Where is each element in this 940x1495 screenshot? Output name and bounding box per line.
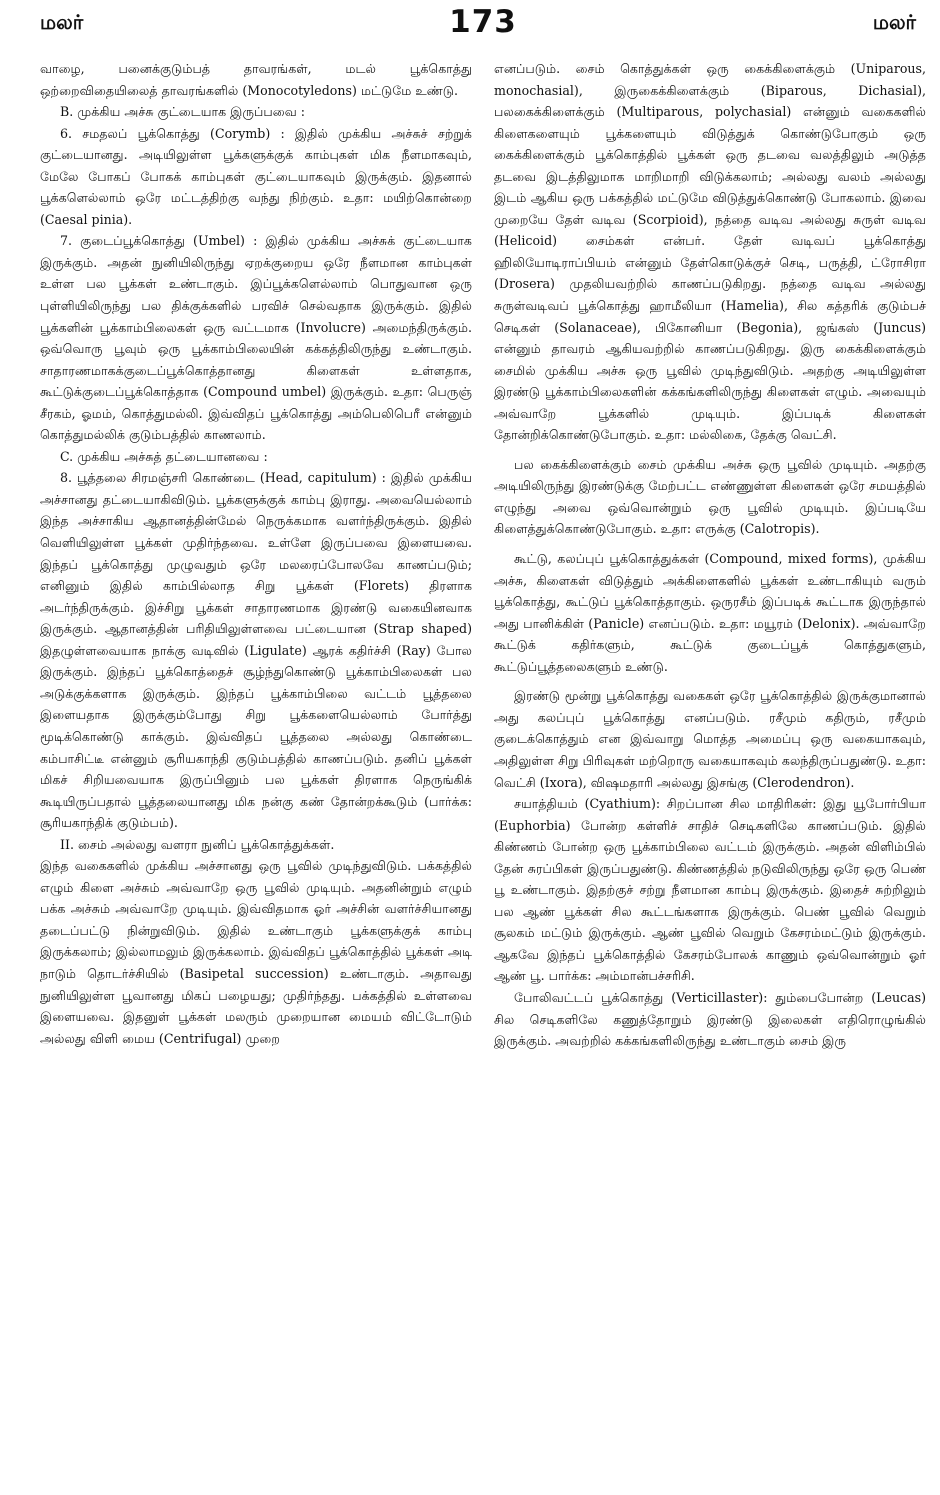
paragraph-verticillaster: போலிவட்டப் பூக்கொத்து (Verticillaster): தும்பைபோன்ற (Leucas) சில செடிகளிலே கணுத்தோறும் இரண்டு இலைகள் எதிரொழுங்கில் இருக்கும். அவற்றில் கக்கங்களிலிருந்து உண்டாகும் சைம் இரு <box>494 989 926 1049</box>
paragraph-umbel: 7. குடைப்பூக்கொத்து (Umbel) : இதில் முக்கிய அச்சுக் குட்டையாக இருக்கும். அதன் நுனியிலிருந்து ஏறக்குறைய ஒரே நீளமான காம்புகள் உள்ள பல பூக்கள் உண்டாகும். இப்பூக்களெல்லாம் பொதுவான ஒரு புள்ளியிலிருந்து பல திக்குக்களில் பரவிச் செல்வதாக இருக்கும். இதில் பூக்களின் பூக்காம்பிலைகள் ஒரு வட்டமாக (Involucre) அமைந்திருக்கும். ஒவ்வொரு பூவும் ஒரு பூக்காம்பிலையின் கக்கத்திலிருந்து உண்டாகும். சாதாரணமாகக்குடைப்பூக்கொத்தானது கிளைகள் உள்ளதாக, கூட்டுக்குடைப்பூக்கொத்தாக (Compound umbel) இருக்கும். உதா: பெருஞ் சீரகம், ஓமம், கொத்துமல்லி. இவ்விதப் பூக்கொத்து அம்பெலிபெரீ என்னும் கொத்துமல்லிக் குடும்பத்தில் காணலாம். <box>40 233 472 443</box>
paragraph-cyme: இந்த வகைகளில் முக்கிய அச்சானது ஒரு பூவில் முடிந்துவிடும். பக்கத்தில் எழும் கிளை அச்சும் அவ்வாறே ஒரு பூவில் முடியும். அதனின்றும் எழும் பக்க அச்சும் அவ்வாறே முடியும். இவ்விதமாக ஓர் அச்சின் வளர்ச்சியானது தடைப்பட்டு நின்றுவிடும். இதில் உண்டாகும் பூக்களுக்குக் காம்பு இருக்கலாம்; இல்லாமலும் இருக்கலாம். இவ்விதப் பூக்கொத்தில் பூக்கள் அடி நாடும் தொடர்ச்சியில் (Basipetal succession) உண்டாகும். அதாவது நுனியிலுள்ள பூவானது மிகப் பழையது; முதிர்ந்தது. பக்கத்தில் உள்ளவை இளையவை. இதனுள் பூக்கள் மலரும் முறையான மையம் விட்டோடும் அல்லது விளி மைய (Centrifugal) முறை <box>40 858 472 1046</box>
paragraph-head-capitulum: 8. பூத்தலை சிரமஞ்சரி கொண்டை (Head, capitulum) : இதில் முக்கிய அச்சானது தட்டையாகிவிடும். பூக்களுக்குக் காம்பு இராது. அவையெல்லாம் இந்த அச்சாகிய ஆதானத்தின்மேல் நெருக்கமாக வளர்ந்திருக்கும். இதில் வெளியிலுள்ள பூக்கள் முதிர்ந்தவை. உள்ளே இருப்பவை இளையவை. இந்தப் பூக்கொத்து முழுவதும் ஒரே மலரைப்போலவே காணப்படும்; எனினும் இதில் காம்பில்லாத சிறு பூக்கள் (Florets) திரளாக அடர்ந்திருக்கும். இச்சிறு பூக்கள் சாதாரணமாக இரண்டு வகையினவாக இருக்கும். ஆதானத்தின் பரிதியிலுள்ளவை பட்டையான (Strap shaped) இதழுள்ளவையாக நாக்கு வடிவில் (Ligulate) ஆரக் கதிர்ச்சி (Ray) போல இருக்கும். இந்தப் பூக்கொத்தைச் சூழ்ந்துகொண்டு பூக்காம்பிலைகள் பல அடுக்குக்களாக இருக்கும். இந்தப் பூக்காம்பிலை வட்டம் பூத்தலை இளையதாக இருக்கும்போது சிறு பூக்களையெல்லாம் போர்த்து மூடிக்கொண்டு காக்கும். இவ்விதப் பூத்தலை அல்லது கொண்டை கம்பாசிட்டீ என்னும் சூரியகாந்தி குடும்பத்தில் காணப்படும். தனிப் பூக்கள் மிகச் சிறியவையாக இருப்பினும் பல பூக்கள் திரளாக நெருங்கிக் கூடியிருப்பதால் பூத்தலையானது மிக நன்கு கண் தோன்றக்கூடும் (பார்க்க: சூரியகாந்திக் குடும்பம்). <box>40 470 472 831</box>
text-columns <box>40 58 926 1052</box>
left-column <box>40 58 472 1052</box>
section-heading-cyme: II. சைம் அல்லது வளரா நுனிப் பூக்கொத்துக்கள். <box>60 836 335 852</box>
page-header <box>40 4 926 58</box>
paragraph-mixed: இரண்டு மூன்று பூக்கொத்து வகைகள் ஒரே பூக்கொத்தில் இருக்குமானால் அது கலப்புப் பூக்கொத்து எனப்படும். ரசீமும் கதிரும், ரசீமும் குடைக்கொத்தும் என இவ்வாறு மொத்த அமைப்பு ஒரு வகையாகவும், அதிலுள்ள சிறு பிரிவுகள் மற்றொரு வகையாகவும் கலந்திருப்பதுண்டு. உதா: வெட்சி (Ixora), விஷமதாரி அல்லது இசங்கு (Clerodendron). <box>494 688 926 790</box>
section-heading-c: C. முக்கிய அச்சுத் தட்டையானவை : <box>60 448 268 464</box>
paragraph: வாழை, பனைக்குடும்பத் தாவரங்கள், மடல் பூக்கொத்து ஒற்றைவிதையிலைத் தாவரங்களில் (Monocotyledons) மட்டுமே உண்டு. <box>40 61 472 98</box>
paragraph-cyme-types: எனப்படும். சைம் கொத்துக்கள் ஒரு கைக்கிளைக்கும் (Uniparous, monochasial), இருகைக்கிளைக்கும் (Biparous, Dichasial), பலகைக்கிளைக்கும் (Multiparous, polychasial) என்னும் வகைகளில் கிளைகளையும் பூக்களையும் விடுத்துக் கொண்டுபோகும் ஒரு கைக்கிளைக்கும் பூக்கொத்தில் பூக்கள் ஒரு தடவை வலத்திலும் அடுத்த தடவை இடத்திலுமாக மாறிமாறி விடுக்கலாம்; அல்லது வலம் அல்லது இடம் ஆகிய ஒரு பக்கத்தில் மட்டுமே விடுத்துக்கொண்டு போகலாம். இவை முறையே தேள் வடிவ (Scorpioid), நத்தை வடிவ அல்லது சுருள் வடிவ (Helicoid) சைம்கள் என்பர். தேள் வடிவப் பூக்கொத்து ஹிலியோடிராப்பியம் என்னும் தேள்கொடுக்குச் செடி, பருத்தி, ட்ரோசிரா (Drosera) முதலியவற்றில் காணப்படுகிறது. நத்தை வடிவ அல்லது சுருள்வடிவப் பூக்கொத்து ஹாமீலியா (Hamelia), சில கத்தரிக் குடும்பச் செடிகள் (Solanaceae), பிகோனியா (Begonia), ஜங்கஸ் (Juncus) என்னும் தாவரம் ஆகியவற்றில் காணப்படுகிறது. இரு கைக்கிளைக்கும் சைமில் முக்கிய அச்சு ஒரு பூவில் முடிந்துவிடும். அதற்கு அடியிலுள்ள இரண்டு பூக்காம்பிலைகளின் கக்கங்களிலிருந்து கிளைகள் எழும். அவையும் அவ்வாறே பூக்களில் முடியும். இப்படிக் கிளைகள் தோன்றிக்கொண்டுபோகும். உதா: மல்லிகை, தேக்கு வெட்சி. <box>494 61 926 443</box>
paragraph-cyathium: சயாத்தியம் (Cyathium): சிறப்பான சில மாதிரிகள்: இது யூபோர்பியா (Euphorbia) போன்ற கள்ளிச் சாதிச் செடிகளிலே காணப்படும். இதில் கிண்ணம் போன்ற ஒரு பூக்காம்பிலை வட்டம் இருக்கும். அதன் விளிம்பில் தேன் சுரப்பிகள் இருப்பதுண்டு. கிண்ணத்தில் நடுவிலிருந்து ஒரே ஒரு பெண் பூ உண்டாகும். இதற்குச் சற்று நீளமான காம்பு இருக்கும். இதைச் சுற்றிலும் பல ஆண் பூக்கள் சில கூட்டங்களாக இருக்கும். பெண் பூவில் வெறும் சூலகம் மட்டும் இருக்கும். ஆண் பூவில் வெறும் கேசரம்மட்டும் இருக்கும். ஆகவே இந்தப் பூக்கொத்தில் கேசரம்போலக் காணும் ஒவ்வொன்றும் ஓர் ஆண் பூ. பார்க்க: அம்மான்பச்சரிசி. <box>494 796 926 984</box>
running-head-left: மலர் <box>40 10 84 34</box>
paragraph-compound: கூட்டு, கலப்புப் பூக்கொத்துக்கள் (Compound, mixed forms), முக்கிய அச்சு, கிளைகள் விடுத்தும் அக்கிளைகளில் பூக்கள் உண்டாகியும் வரும் பூக்கொத்து, கூட்டுப் பூக்கொத்தாகும். ஒருரசீம் இப்படிக் கூட்டாக இருந்தால் அது பானிக்கிள் (Panicle) எனப்படும். உதா: மயூரம் (Delonix). அவ்வாறே கூட்டுக் கதிர்களும், கூட்டுக் குடைப்பூக் கொத்துகளும், கூட்டுப்பூத்தலைகளும் உண்டு. <box>494 551 926 674</box>
right-column <box>494 58 926 1052</box>
running-head-right: மலர் <box>872 10 916 34</box>
paragraph-corymb: 6. சமதலப் பூக்கொத்து (Corymb) : இதில் முக்கிய அச்சுச் சற்றுக் குட்டையானது. அடியிலுள்ள பூக்களுக்குக் காம்புகள் மிக நீளமாகவும், மேலே போகப் போகக் காம்புகள் குட்டையாகவும் இருக்கும். இதனால் பூக்களெல்லாம் ஒரே மட்டத்திற்கு வந்து நிற்கும். உதா: மயிற்கொன்றை (Caesal pinia). <box>40 125 472 227</box>
paragraph-multiparous: பல கைக்கிளைக்கும் சைம் முக்கிய அச்சு ஒரு பூவில் முடியும். அதற்கு அடியிலிருந்து இரண்டுக்கு மேற்பட்ட எண்ணுள்ள கிளைகள் ஒரே சமயத்தில் எழுந்து அவை ஒவ்வொன்றும் ஒரு பூவில் முடியும். இப்படியே கிளைத்துக்கொண்டுபோகும். உதா: எருக்கு (Calotropis). <box>494 456 926 537</box>
section-heading-b: B. முக்கிய அச்சு குட்டையாக இருப்பவை : <box>60 104 306 120</box>
page-number: 173 <box>449 4 517 40</box>
